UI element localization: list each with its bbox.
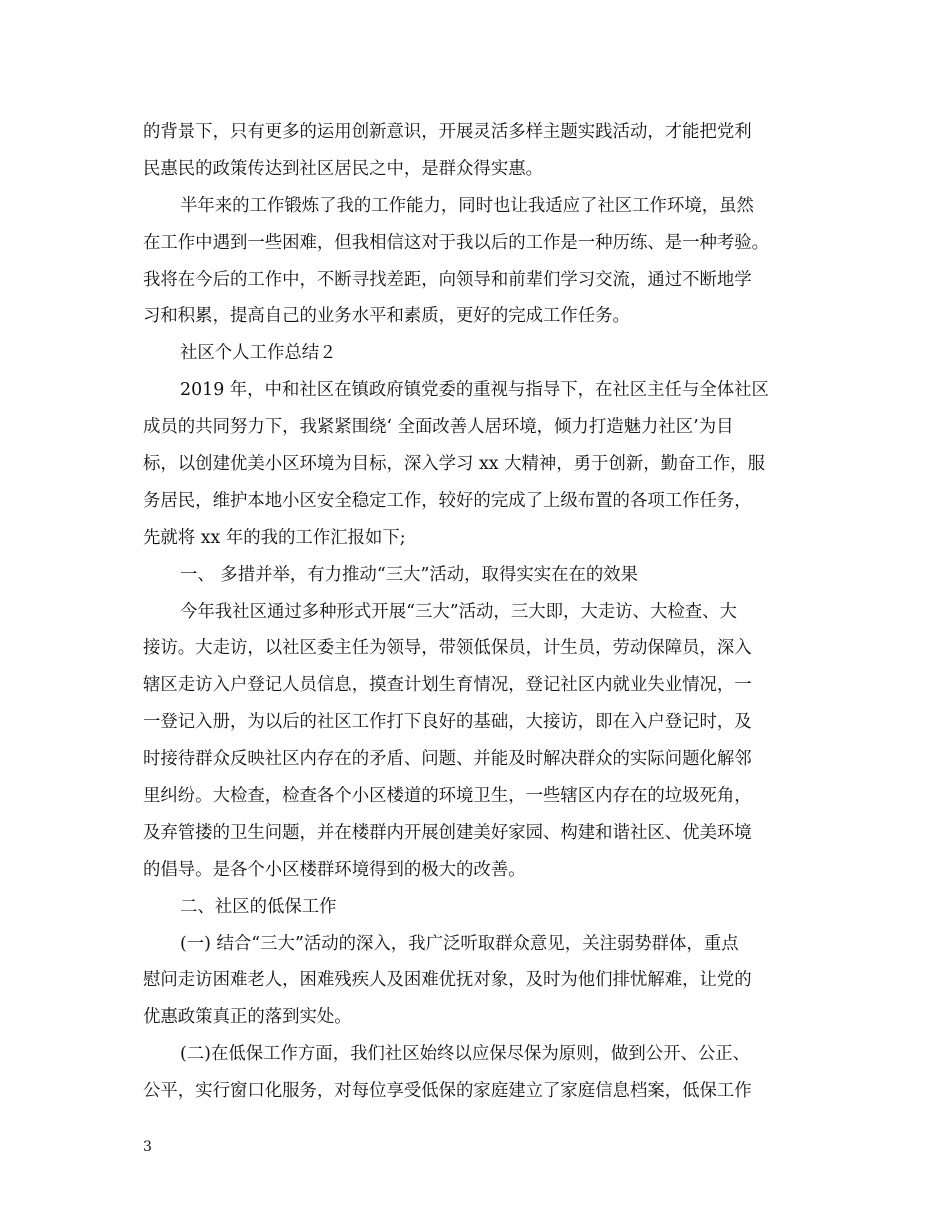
text-line: 我将在今后的工作中，不断寻找差距，向领导和前辈们学习交流，通过不断地学 [143,269,752,290]
text-line: 一、 多措并举，有力推动“三大”活动，取得实实在在的效果 [180,564,639,585]
text-line: 务居民，维护本地小区安全稳定工作，较好的完成了上级布置的各项工作任务， [143,490,752,511]
text-line: 辖区走访入户登记人员信息，摸查计划生育情况，登记社区内就业失业情况，一 [143,675,752,696]
text-line: 里纠纷。大检查，检查各个小区楼道的环境卫生，一些辖区内存在的垃圾死角， [143,786,752,807]
text-line: 时接待群众反映社区内存在的矛盾、问题、并能及时解决群众的实际问题化解邻 [143,749,752,770]
text-line: 在工作中遇到一些困难，但我相信这对于我以后的工作是一种历练、是一种考验。 [143,232,770,253]
text-line: 优惠政策真正的落到实处。 [143,1007,352,1028]
text-line: 一登记入册，为以后的社区工作打下良好的基础，大接访，即在入户登记时，及 [143,712,752,733]
text-line: 的背景下，只有更多的运用创新意识，开展灵活多样主题实践活动，才能把党利 [143,122,752,142]
text-line: 今年我社区通过多种形式开展“三大”活动，三大即，大走访、大检查、大 [180,601,737,622]
text-line: 接访。大走访，以社区委主任为领导，带领低保员，计生员，劳动保障员，深入 [143,638,752,659]
page-number: 3 [143,1139,152,1155]
text-line: 慰问走访困难老人，困难残疾人及困难优抚对象，及时为他们排忧解难，让党的 [143,970,752,991]
text-line: 先就将 xx 年的我的工作汇报如下; [143,527,406,548]
text-line: 社区个人工作总结２ [180,343,337,364]
text-line: 2019 年，中和社区在镇政府镇党委的重视与指导下，在社区主任与全体社区 [180,380,769,401]
text-line: 的倡导。是各个小区楼群环境得到的极大的改善。 [143,859,526,880]
text-line: (一) 结合“三大”活动的深入，我广泛听取群众意见，关注弱势群体，重点 [180,933,739,954]
text-line: 半年来的工作锻炼了我的工作能力，同时也让我适应了社区工作环境，虽然 [180,195,754,216]
text-line: 及弃管搂的卫生问题，并在楼群内开展创建美好家园、构建和谐社区、优美环境 [143,822,752,843]
document-body [143,116,808,1112]
text-line: 成员的共同努力下，我紧紧围绕‘ 全面改善人居环境，倾力打造魅力社区’为目 [143,417,734,438]
text-line: (二)在低保工作方面，我们社区始终以应保尽保为原则，做到公开、公正、 [180,1044,751,1065]
text-line: 民惠民的政策传达到社区居民之中，是群众得实惠。 [143,158,543,179]
text-line: 公平，实行窗口化服务，对每位享受低保的家庭建立了家庭信息档案，低保工作 [143,1081,752,1102]
text-line: 标，以创建优美小区环境为目标，深入学习 xx 大精神，勇于创新，勤奋工作，服 [143,454,765,475]
text-line: 习和积累，提高自己的业务水平和素质，更好的完成工作任务。 [143,306,630,327]
text-line: 二、社区的低保工作 [180,896,337,917]
